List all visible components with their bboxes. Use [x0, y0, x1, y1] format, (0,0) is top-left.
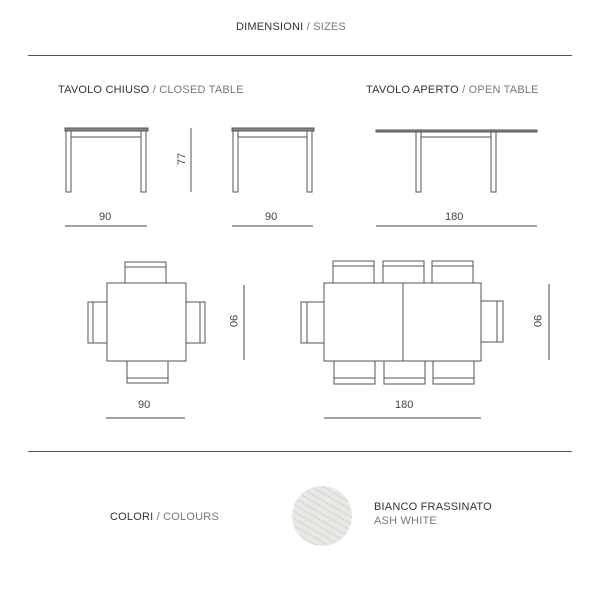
title-sep: /: [303, 21, 314, 33]
open-table-top-view: [301, 261, 503, 384]
colors-heading: [110, 511, 219, 523]
height-label: 77: [176, 152, 189, 166]
colors-label-en: COLOURS: [163, 511, 219, 523]
swatch-name-it: BIANCO FRASSINATO: [374, 501, 492, 513]
closed-table-top-view: [88, 262, 205, 383]
color-swatch-ash-white: [292, 486, 352, 546]
open-top-width: 180: [395, 399, 414, 411]
sep: /: [149, 84, 160, 96]
closed-label-en: CLOSED TABLE: [159, 84, 244, 96]
open-label-it: TAVOLO APERTO: [366, 84, 459, 96]
swatch-name-en: ASH WHITE: [374, 515, 437, 527]
sep: /: [458, 84, 469, 96]
closed-table-side-view: [232, 128, 314, 192]
closed-top-depth: 90: [227, 314, 240, 328]
open-front-width: 180: [445, 211, 464, 223]
colors-label-it: COLORI: [110, 511, 154, 523]
title-it: DIMENSIONI: [236, 21, 304, 33]
closed-top-width: 90: [138, 399, 151, 411]
open-label-en: OPEN TABLE: [468, 84, 539, 96]
open-table-front-view: [376, 130, 537, 192]
open-top-depth: 90: [531, 314, 544, 328]
sep: /: [153, 511, 164, 523]
title-en: SIZES: [313, 21, 346, 33]
closed-side-width: 90: [265, 211, 278, 223]
divider-bottom: [28, 451, 572, 452]
closed-table-front-view: [65, 128, 148, 192]
closed-label-it: TAVOLO CHIUSO: [58, 84, 150, 96]
closed-front-width: 90: [99, 211, 112, 223]
